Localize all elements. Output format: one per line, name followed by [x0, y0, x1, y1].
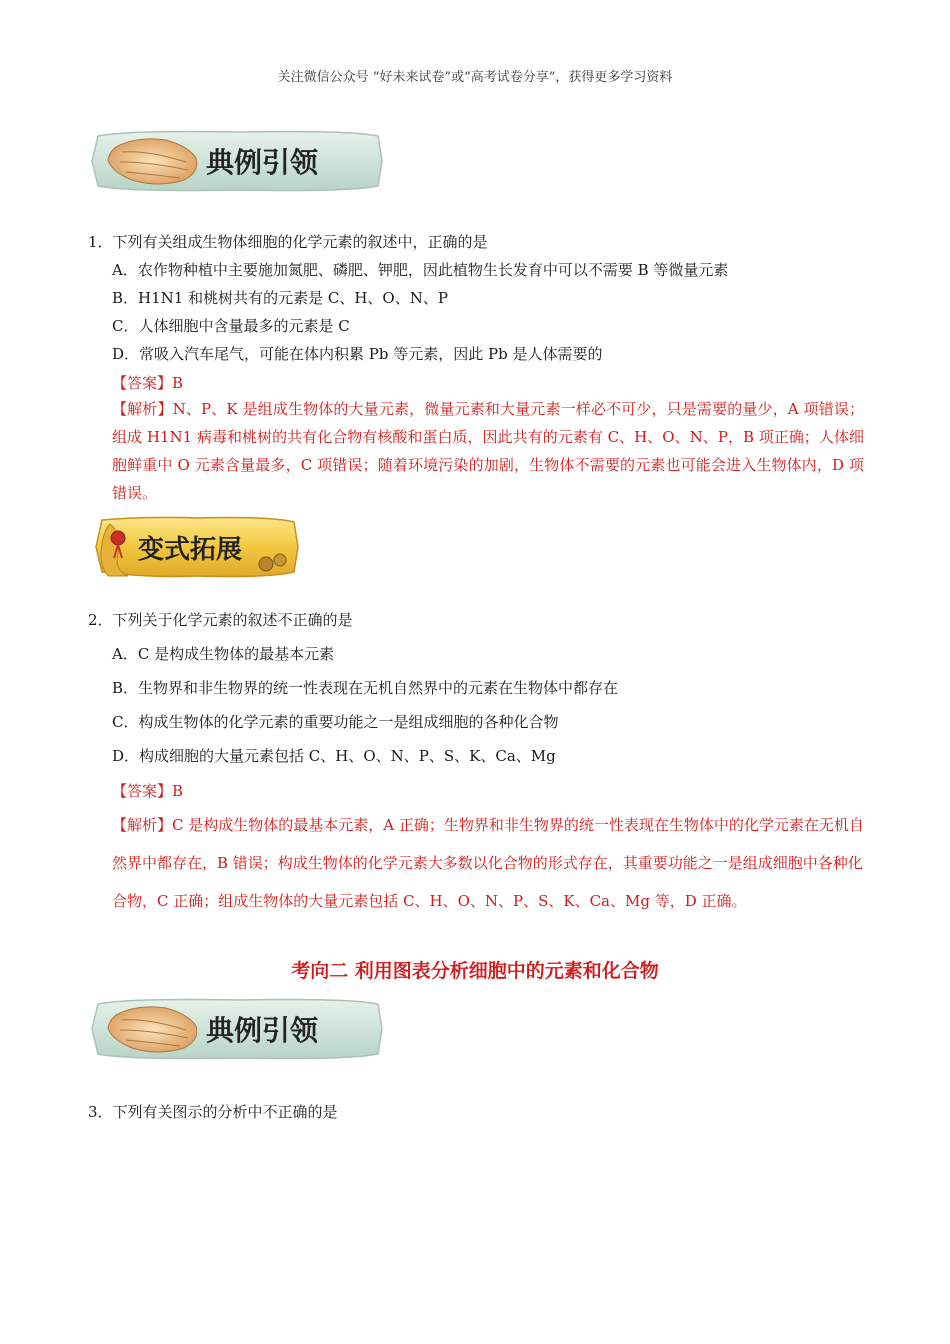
question-1-stem: 1．下列有关组成生物体细胞的化学元素的叙述中，正确的是	[88, 233, 488, 251]
question-2-explanation: 【解析】C 是构成生物体的最基本元素，A 正确；生物界和非生物界的统一性表现在生物体中的化学元素在无机自然界中都存在，B 错误；构成生物体的化学元素大多数以化合物的形式存在，其重要功能之一是组成细胞中各种化合物，C 正确；组成生物体的大量元素包括 C、H、O、N、P、S、K、Ca、Mg 等，D 正确。	[112, 816, 864, 910]
question-2-option-d: D．构成细胞的大量元素包括 C、H、O、N、P、S、K、Ca、Mg	[112, 747, 556, 765]
example-banner-2	[88, 996, 384, 1062]
question-2-option-c: C．构成生物体的化学元素的重要功能之一是组成细胞的各种化合物	[112, 713, 559, 731]
section-title: 考向二 利用图表分析细胞中的元素和化合物	[291, 960, 659, 982]
example-banner	[88, 128, 384, 194]
question-3-stem: 3．下列有关图示的分析中不正确的是	[88, 1103, 338, 1121]
knot-scroll-icon	[88, 514, 300, 580]
question-1-explanation: 【解析】N、P、K 是组成生物体的大量元素，微量元素和大量元素一样必不可少，只是需要的量少，A 项错误；组成 H1N1 病毒和桃树的共有化合物有核酸和蛋白质，因此共有的元素有 C、H、O、N、P，B 项正确；人体细胞鲜重中 O 元素含量最多，C 项错误；随着环境污染的加剧，生物体不需要的元素也可能会进入生物体内，D 项错误。	[112, 400, 864, 502]
variant-banner	[88, 514, 300, 580]
question-2-option-a: A．C 是构成生物体的最基本元素	[112, 645, 335, 663]
question-1-option-a: A．农作物种植中主要施加氮肥、磷肥、钾肥，因此植物生长发育中可以不需要 B 等微量元素	[112, 261, 729, 279]
question-1-option-b: B．H1N1 和桃树共有的元素是 C、H、O、N、P	[112, 289, 448, 307]
question-1-option-d: D．常吸入汽车尾气，可能在体内积累 Pb 等元素，因此 Pb 是人体需要的	[112, 345, 603, 363]
question-1-option-c: C．人体细胞中含量最多的元素是 C	[112, 317, 350, 335]
shell-scroll-icon	[88, 128, 384, 194]
variant-banner-title: 变式拓展	[138, 535, 243, 565]
question-2-option-b: B．生物界和非生物界的统一性表现在无机自然界中的元素在生物体中都存在	[112, 679, 619, 697]
question-2-stem: 2．下列关于化学元素的叙述不正确的是	[88, 611, 353, 629]
example-banner-title: 典例引领	[206, 146, 319, 179]
question-1-answer: 【答案】B	[112, 374, 184, 392]
question-2-answer: 【答案】B	[112, 782, 184, 800]
header-note: 关注微信公众号 “好未来试卷”或“高考试卷分享”，获得更多学习资料	[277, 70, 673, 85]
shell-scroll-icon	[88, 996, 384, 1062]
example-banner-2-title: 典例引领	[206, 1014, 319, 1047]
